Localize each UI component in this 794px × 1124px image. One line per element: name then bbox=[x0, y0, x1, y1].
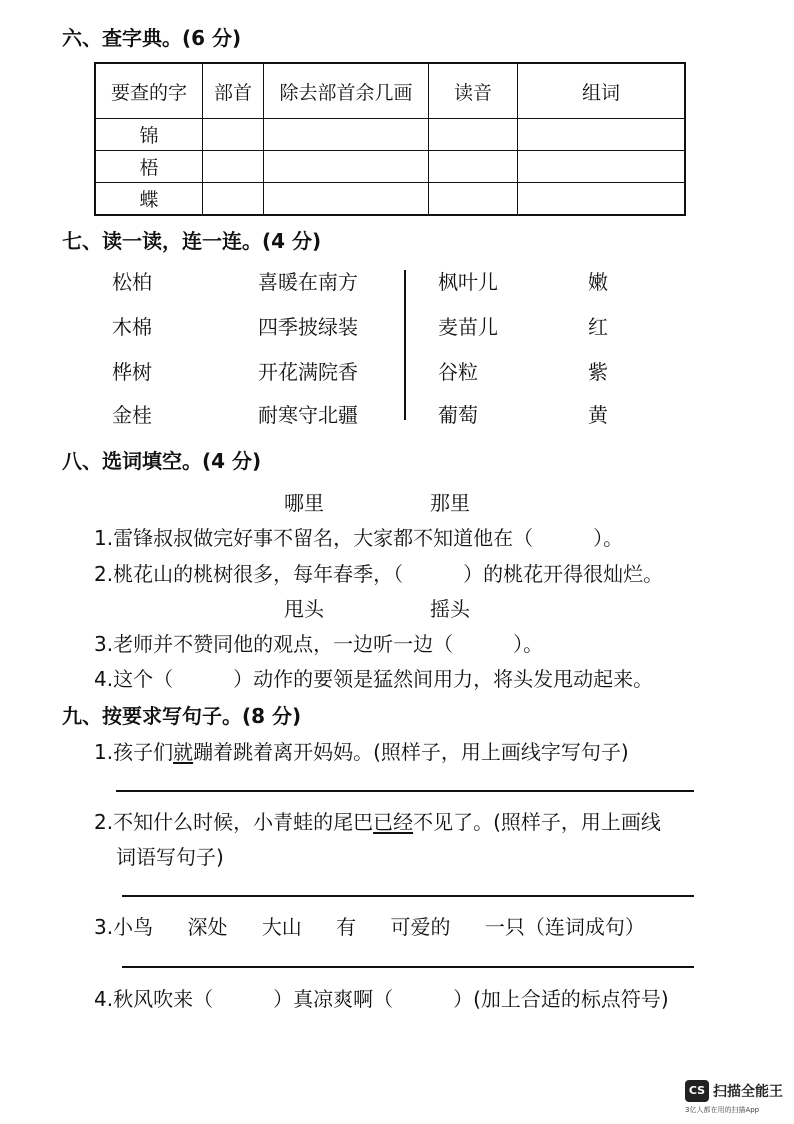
table-row bbox=[95, 151, 685, 183]
fill-question-4: 4.这个（ ）动作的要领是猛然间用力，将头发甩动起来。 bbox=[94, 667, 654, 691]
section6-title: 六、查字典。(6 分) bbox=[62, 26, 242, 50]
header-pronunciation: 读音 bbox=[429, 63, 518, 119]
dictionary-table bbox=[94, 62, 686, 216]
answer-line[interactable] bbox=[122, 966, 694, 968]
sentence-question-1 bbox=[94, 736, 629, 765]
match-left-phrase: 喜暖在南方 bbox=[258, 270, 358, 294]
word-choice: 甩头 bbox=[284, 597, 324, 621]
match-right-color: 红 bbox=[588, 315, 608, 339]
match-right-color: 黄 bbox=[588, 403, 608, 427]
word-order-question bbox=[94, 911, 645, 940]
word-choice: 摇头 bbox=[430, 597, 470, 621]
answer-cell[interactable] bbox=[518, 183, 686, 216]
match-left-word: 桦树 bbox=[112, 360, 152, 384]
header-strokes: 除去部首余几画 bbox=[264, 63, 429, 119]
camscanner-logo-icon: CS bbox=[685, 1080, 709, 1102]
question-text: 1.孩子们 bbox=[94, 740, 174, 764]
answer-line[interactable] bbox=[122, 895, 694, 897]
answer-cell[interactable] bbox=[264, 119, 429, 151]
section7-title: 七、读一读，连一连。(4 分) bbox=[62, 229, 322, 253]
word-tile: 深处 bbox=[187, 915, 228, 939]
section9-title: 九、按要求写句子。(8 分) bbox=[62, 704, 302, 728]
word-tile: 有 bbox=[336, 915, 357, 939]
watermark-subtitle: 3亿人都在用的扫描App bbox=[685, 1106, 760, 1114]
answer-line[interactable] bbox=[116, 790, 694, 792]
punctuation-question: 4.秋风吹来（ ）真凉爽啊（ ）(加上合适的标点符号) bbox=[94, 987, 669, 1011]
question-text: 2.不知什么时候，小青蛙的尾巴 bbox=[94, 810, 374, 834]
match-left-phrase: 四季披绿装 bbox=[258, 315, 358, 339]
fill-question-2: 2.桃花山的桃树很多，每年春季，（ ）的桃花开得很灿烂。 bbox=[94, 562, 664, 586]
match-right-word: 枫叶儿 bbox=[438, 270, 498, 294]
underlined-word: 已经 bbox=[373, 810, 414, 834]
word-choice: 那里 bbox=[430, 491, 470, 515]
match-left-word: 松柏 bbox=[112, 270, 152, 294]
header-char: 要查的字 bbox=[95, 63, 203, 119]
table-row bbox=[95, 119, 685, 151]
answer-cell[interactable] bbox=[264, 183, 429, 216]
match-right-color: 嫩 bbox=[588, 270, 608, 294]
match-right-word: 谷粒 bbox=[438, 360, 478, 384]
question-text: 蹦着跳着离开妈妈。(照样子，用上画线字写句子) bbox=[193, 740, 629, 764]
answer-cell[interactable] bbox=[518, 119, 686, 151]
section8-title: 八、选词填空。(4 分) bbox=[62, 449, 262, 473]
match-left-phrase: 耐寒守北疆 bbox=[258, 403, 358, 427]
match-right-word: 葡萄 bbox=[438, 403, 478, 427]
header-radical: 部首 bbox=[203, 63, 264, 119]
answer-cell[interactable] bbox=[264, 151, 429, 183]
question-text: 不见了。(照样子，用上画线 bbox=[413, 810, 661, 834]
header-word: 组词 bbox=[518, 63, 686, 119]
match-right-color: 紫 bbox=[588, 360, 608, 384]
word-tile: 3.小鸟 bbox=[94, 915, 154, 939]
match-left-phrase: 开花满院香 bbox=[258, 360, 358, 384]
answer-cell[interactable] bbox=[203, 119, 264, 151]
match-left-word: 木棉 bbox=[112, 315, 152, 339]
answer-cell[interactable] bbox=[429, 183, 518, 216]
answer-cell[interactable] bbox=[203, 183, 264, 216]
word-tile: 大山 bbox=[261, 915, 302, 939]
answer-cell[interactable] bbox=[203, 151, 264, 183]
char-cell: 梧 bbox=[95, 151, 203, 183]
word-tile: 一只（连词成句） bbox=[484, 915, 645, 939]
question-text-continued: 词语写句子) bbox=[116, 845, 224, 869]
fill-question-1: 1.雷锋叔叔做完好事不留名，大家都不知道他在（ ）。 bbox=[94, 526, 624, 550]
fill-question-3: 3.老师并不赞同他的观点，一边听一边（ ）。 bbox=[94, 632, 544, 656]
char-cell: 锦 bbox=[95, 119, 203, 151]
sentence-question-2 bbox=[94, 806, 661, 835]
answer-cell[interactable] bbox=[429, 119, 518, 151]
char-cell: 蝶 bbox=[95, 183, 203, 216]
column-divider bbox=[404, 270, 406, 420]
watermark-name: 扫描全能王 bbox=[713, 1084, 783, 1100]
match-left-word: 金桂 bbox=[112, 403, 152, 427]
match-right-word: 麦苗儿 bbox=[438, 315, 498, 339]
underlined-word: 就 bbox=[173, 740, 194, 764]
word-choice: 哪里 bbox=[284, 491, 324, 515]
table-header-row bbox=[95, 63, 685, 119]
answer-cell[interactable] bbox=[429, 151, 518, 183]
word-tile: 可爱的 bbox=[390, 915, 451, 939]
table-row bbox=[95, 183, 685, 216]
answer-cell[interactable] bbox=[518, 151, 686, 183]
